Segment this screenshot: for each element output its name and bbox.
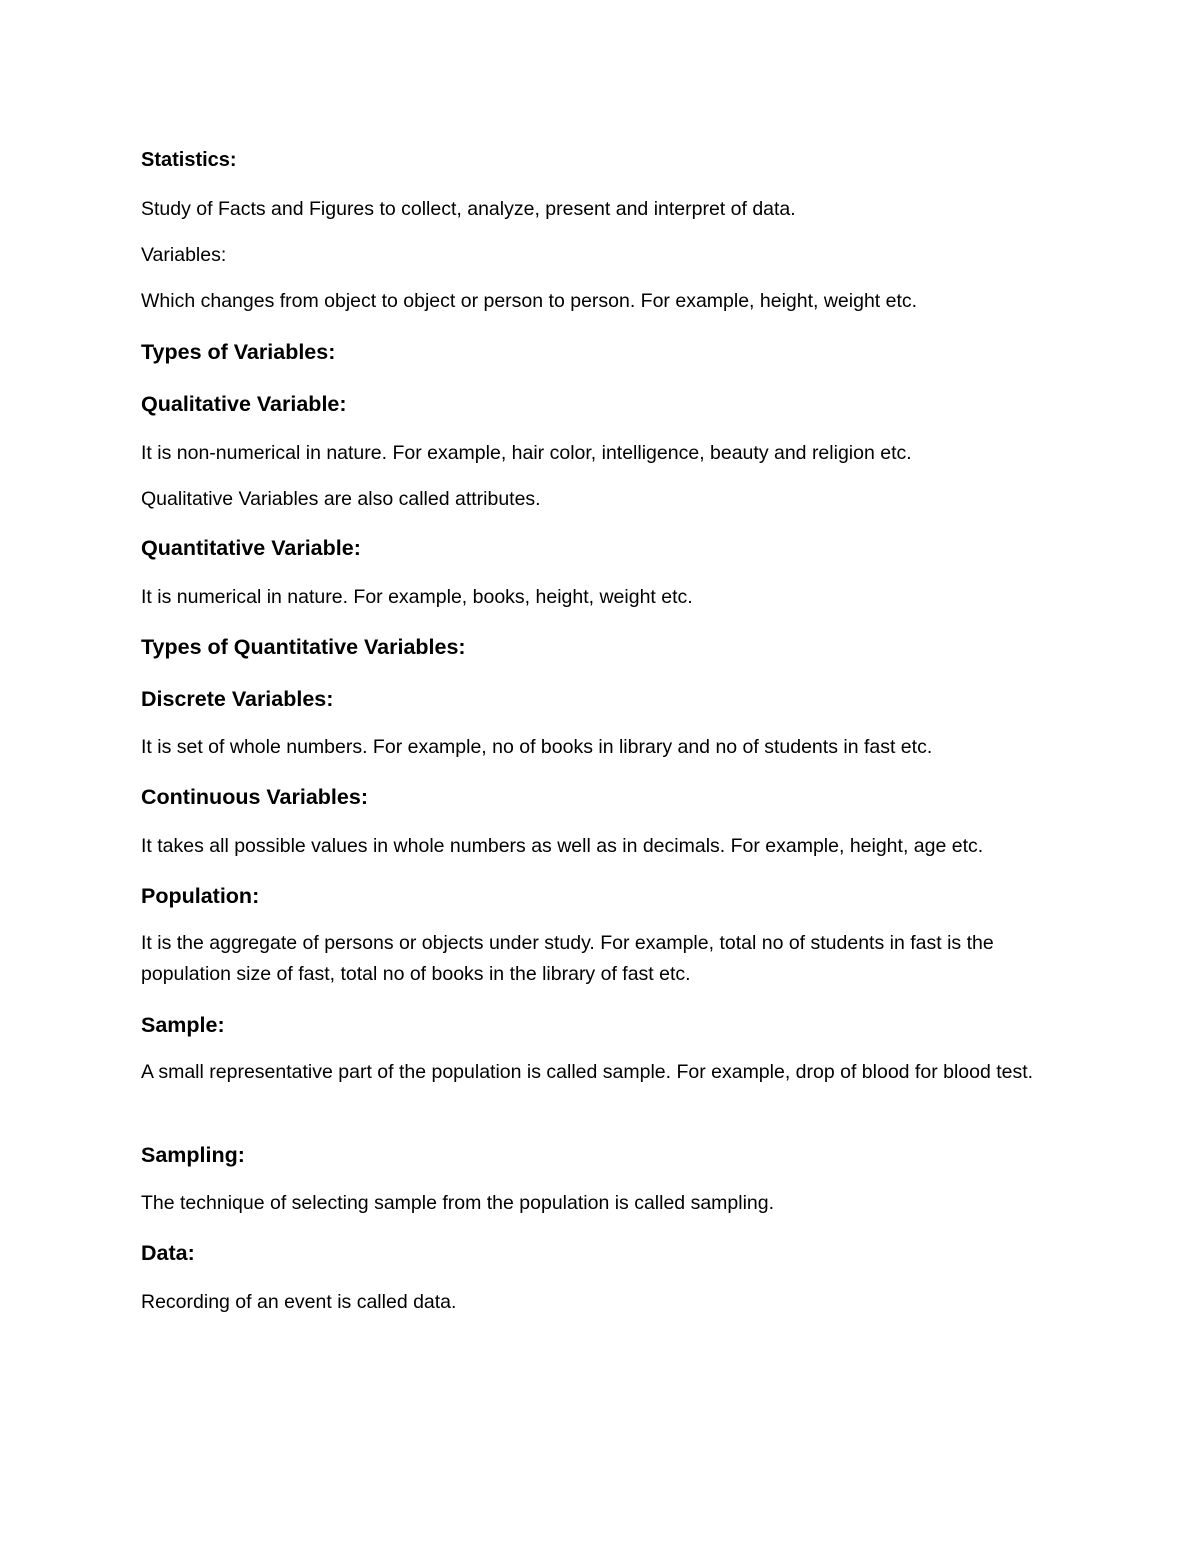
types-of-quantitative-heading: Types of Quantitative Variables: xyxy=(141,635,466,659)
variables-label: Variables: xyxy=(141,244,227,266)
population-definition: It is the aggregate of persons or objects under study. For example, total no of students in fast is the population size of fast, total no of books in the library of fast etc. xyxy=(141,932,994,985)
continuous-variables-heading: Continuous Variables: xyxy=(141,785,368,809)
quantitative-definition: It is numerical in nature. For example, books, height, weight etc. xyxy=(141,586,693,608)
population-heading: Population: xyxy=(141,884,260,908)
sampling-definition: The technique of selecting sample from the population is called sampling. xyxy=(141,1192,775,1214)
data-heading: Data: xyxy=(141,1241,195,1265)
types-of-variables-heading: Types of Variables: xyxy=(141,340,336,364)
variables-definition: Which changes from object to object or person to person. For example, height, weight etc. xyxy=(141,290,918,312)
qualitative-note: Qualitative Variables are also called attributes. xyxy=(141,488,541,510)
continuous-definition: It takes all possible values in whole numbers as well as in decimals. For example, height, age etc. xyxy=(141,835,984,857)
qualitative-definition: It is non-numerical in nature. For example, hair color, intelligence, beauty and religion etc. xyxy=(141,442,912,464)
sampling-heading: Sampling: xyxy=(141,1143,245,1167)
discrete-variables-heading: Discrete Variables: xyxy=(141,687,334,711)
discrete-definition: It is set of whole numbers. For example, no of books in library and no of students in fast etc. xyxy=(141,736,933,758)
statistics-heading: Statistics: xyxy=(141,149,237,171)
qualitative-variable-heading: Qualitative Variable: xyxy=(141,392,347,416)
quantitative-variable-heading: Quantitative Variable: xyxy=(141,536,361,560)
statistics-definition: Study of Facts and Figures to collect, analyze, present and interpret of data. xyxy=(141,198,796,220)
sample-definition: A small representative part of the population is called sample. For example, drop of blood for blood test. xyxy=(141,1061,1034,1083)
data-definition: Recording of an event is called data. xyxy=(141,1291,457,1313)
sample-heading: Sample: xyxy=(141,1013,225,1037)
